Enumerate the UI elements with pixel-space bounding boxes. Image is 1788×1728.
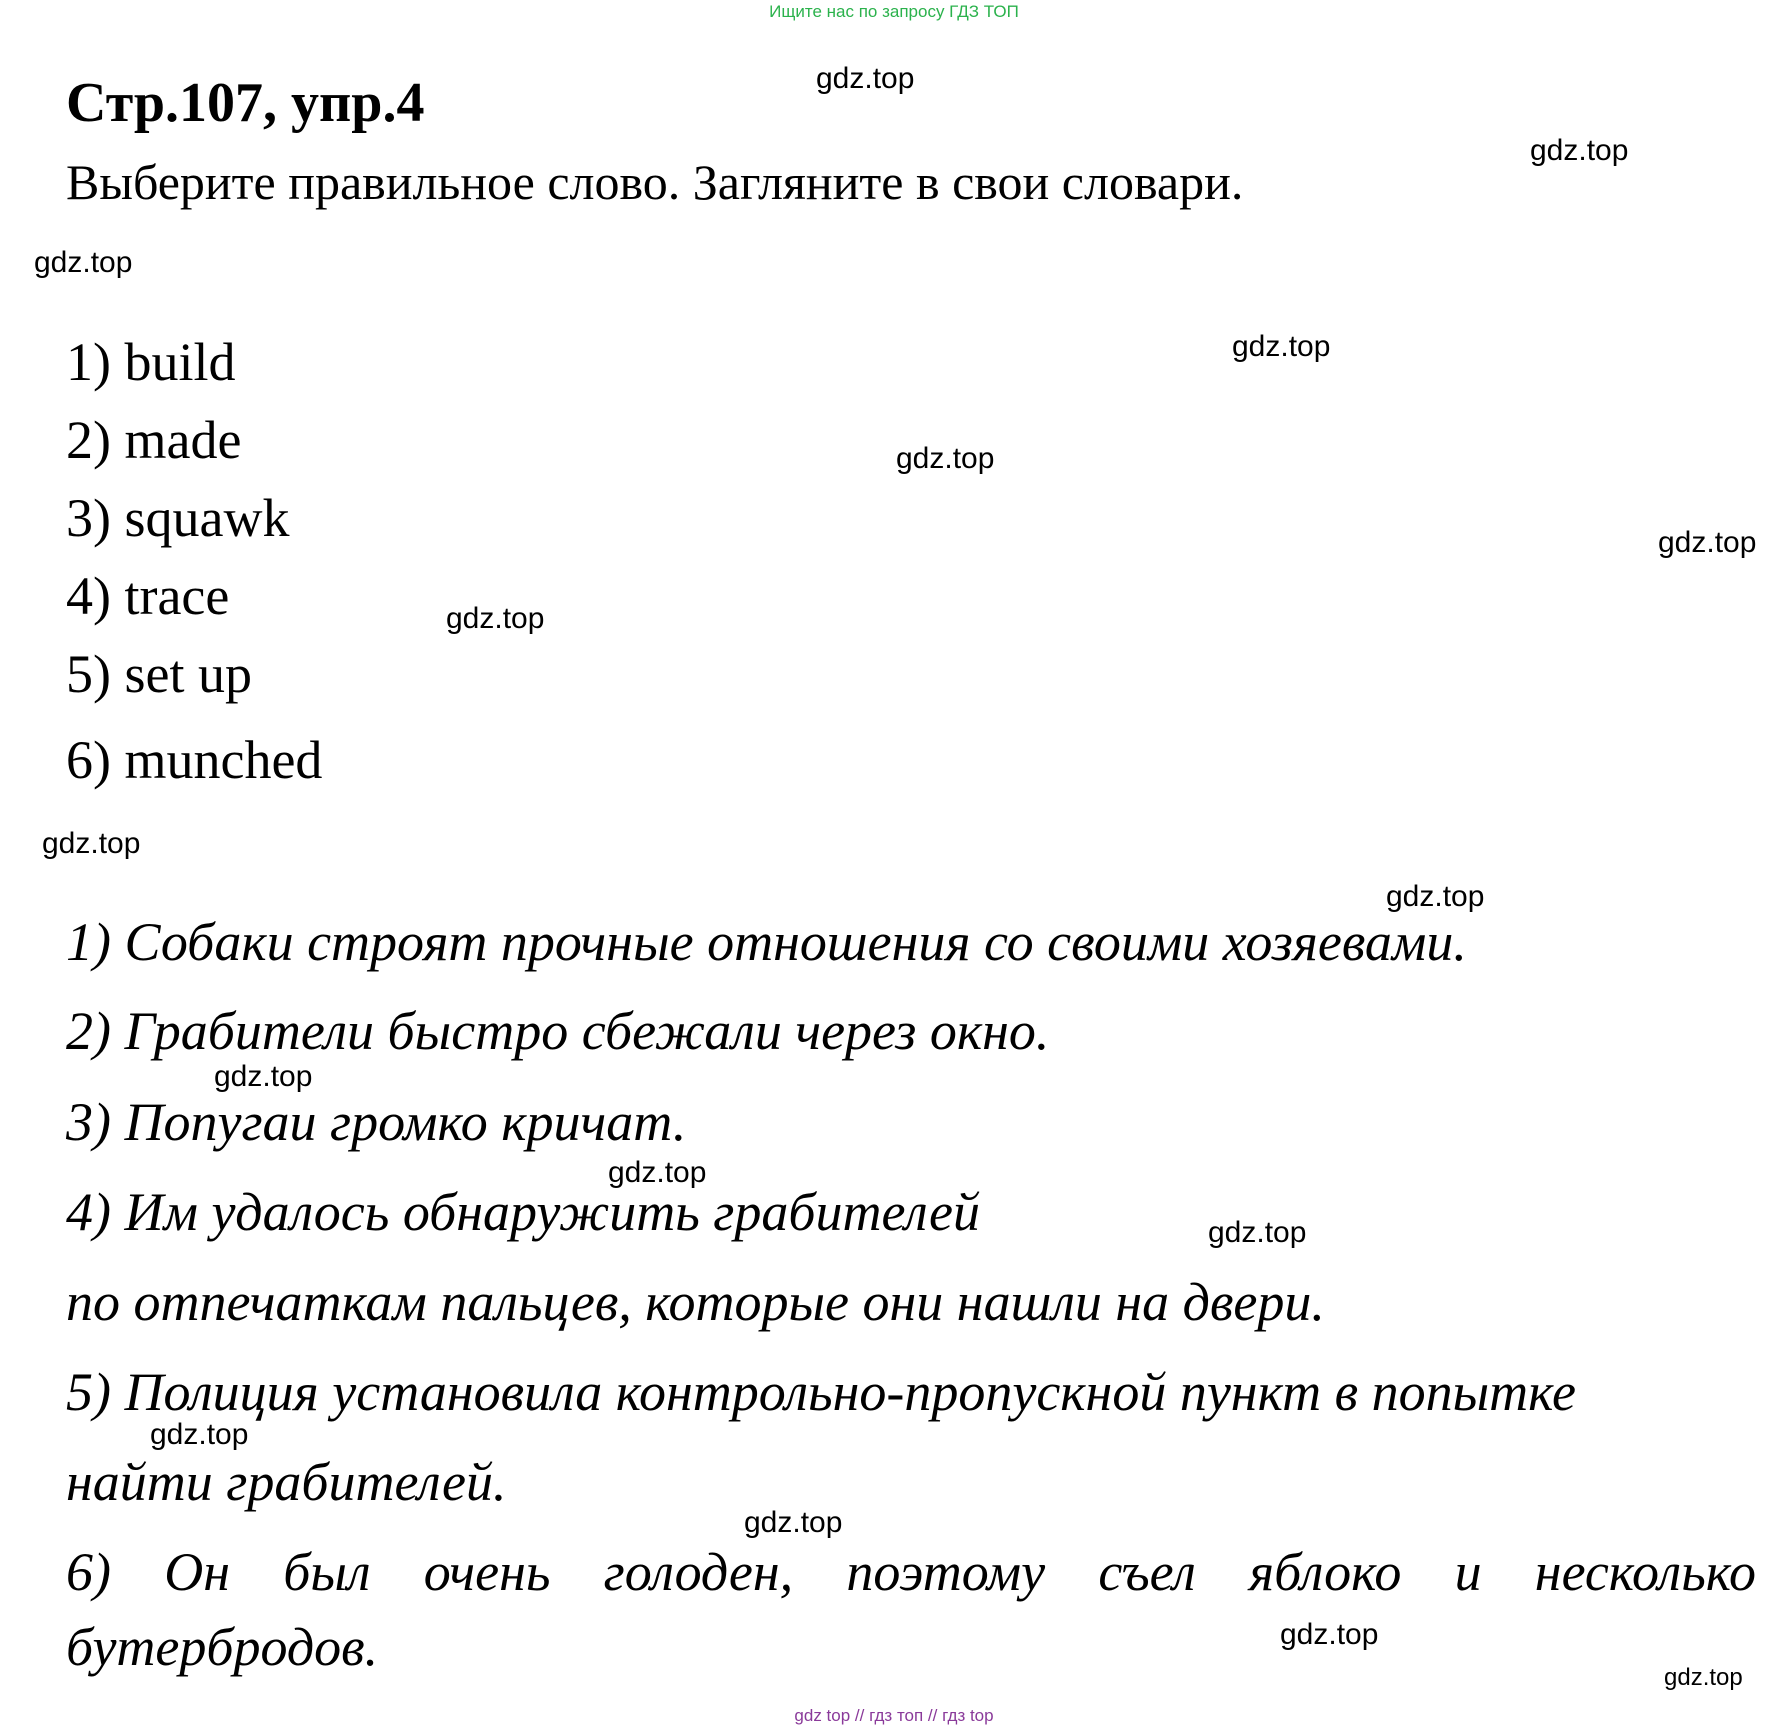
bottom-banner: gdz top // гдз топ // гдз top xyxy=(794,1706,994,1725)
watermark: gdz.top xyxy=(214,1060,313,1093)
watermark: gdz.top xyxy=(896,442,995,475)
answer-item-2: 2) made xyxy=(66,410,242,470)
watermark: gdz.top xyxy=(446,602,545,635)
answer-item-5: 5) set up xyxy=(66,644,252,704)
watermark: gdz.top xyxy=(608,1156,707,1189)
watermark: gdz.top xyxy=(1208,1216,1307,1249)
translation-3: 3) Попугаи громко кричат. xyxy=(66,1092,687,1152)
top-banner: Ищите нас по запросу ГДЗ ТОП xyxy=(769,2,1019,21)
watermark: gdz.top xyxy=(1530,134,1629,167)
watermark: gdz.top xyxy=(1232,330,1331,363)
answer-item-1: 1) build xyxy=(66,332,236,392)
watermark: gdz.top xyxy=(1664,1664,1743,1691)
translation-4-line-1: 4) Им удалось обнаружить грабителей xyxy=(66,1182,980,1242)
translation-4-line-2: по отпечаткам пальцев, которые они нашли на двери. xyxy=(66,1272,1325,1332)
exercise-instruction: Выберите правильное слово. Загляните в свои словари. xyxy=(66,154,1244,210)
translation-2: 2) Грабители быстро сбежали через окно. xyxy=(66,1001,1050,1061)
watermark: gdz.top xyxy=(150,1418,249,1451)
translation-5-line-1: 5) Полиция установила контрольно-пропускной пункт в попытке xyxy=(66,1362,1577,1422)
watermark: gdz.top xyxy=(1386,880,1485,913)
watermark: gdz.top xyxy=(744,1506,843,1539)
answer-item-3: 3) squawk xyxy=(66,488,290,548)
translation-6-line-1: 6) Он был очень голоден, поэтому съел яблоко и несколько xyxy=(66,1542,1756,1602)
watermark: gdz.top xyxy=(34,246,133,279)
watermark: gdz.top xyxy=(1280,1618,1379,1651)
translation-5-line-2: найти грабителей. xyxy=(66,1452,507,1512)
watermark: gdz.top xyxy=(816,62,915,95)
translation-1: 1) Собаки строят прочные отношения со своими хозяевами. xyxy=(66,912,1467,972)
answer-item-6: 6) munched xyxy=(66,730,323,790)
translation-6-line-2: бутербродов. xyxy=(66,1617,379,1677)
watermark: gdz.top xyxy=(1658,526,1757,559)
watermark: gdz.top xyxy=(42,827,141,860)
page-title: Стр.107, упр.4 xyxy=(66,72,425,134)
answer-item-4: 4) trace xyxy=(66,566,230,626)
